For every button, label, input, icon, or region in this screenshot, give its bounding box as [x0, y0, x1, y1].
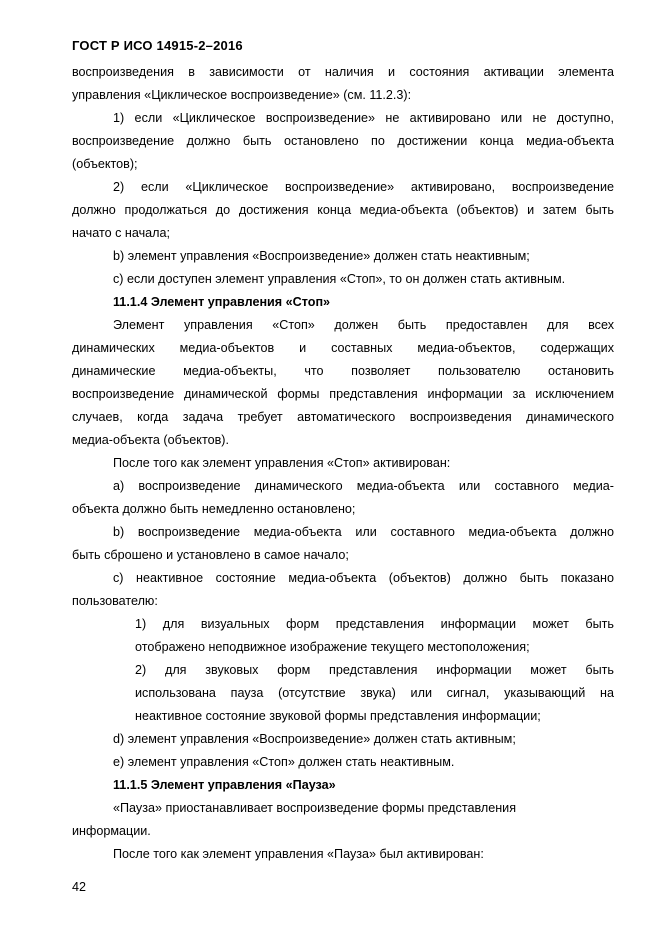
text-line: объекта должно быть немедленно остановлено; [72, 502, 356, 516]
section-heading: 11.1.4 Элемент управления «Стоп» [113, 295, 331, 309]
section-heading: 11.1.5 Элемент управления «Пауза» [113, 778, 336, 792]
text-line: После того как элемент управления «Стоп» активирован: [113, 456, 451, 470]
text-line: d) элемент управления «Воспроизведение» должен стать активным; [113, 732, 516, 746]
text-line: После того как элемент управления «Пауза» был активирован: [113, 847, 484, 861]
page-number: 42 [72, 880, 87, 894]
text-line: случаев, когда задача требует автоматического воспроизведения динамического [72, 410, 614, 424]
text-line: использована пауза (отсутствие звука) или сигнал, указывающий на [135, 686, 614, 700]
text-line: 2) для звуковых форм представления информации может быть [135, 663, 614, 677]
text-line: «Пауза» приостанавливает воспроизведение формы представления [113, 801, 517, 815]
text-line: информации. [72, 824, 151, 838]
text-line: пользователю: [72, 594, 158, 608]
page-header: ГОСТ Р ИСО 14915-2–2016 [72, 38, 243, 53]
text-line: (объектов); [72, 157, 138, 171]
text-line: 2) если «Циклическое воспроизведение» активировано, воспроизведение [113, 180, 614, 194]
text-line: Элемент управления «Стоп» должен быть предоставлен для всех [113, 318, 614, 332]
text-line: a) воспроизведение динамического медиа-объекта или составного медиа- [113, 479, 614, 493]
text-line: отображено неподвижное изображение текущего местоположения; [135, 640, 530, 654]
text-line: e) элемент управления «Стоп» должен стать неактивным. [113, 755, 455, 769]
text-line: c) неактивное состояние медиа-объекта (объектов) должно быть показано [113, 571, 614, 585]
text-line: динамические медиа-объекты, что позволяет пользователю остановить [72, 364, 614, 378]
text-line: начато с начала; [72, 226, 170, 240]
text-line: воспроизведение должно быть остановлено по достижении конца медиа-объекта [72, 134, 614, 148]
text-line: b) элемент управления «Воспроизведение» должен стать неактивным; [113, 249, 530, 263]
text-line: управления «Циклическое воспроизведение» (см. 11.2.3): [72, 88, 412, 102]
text-line: 1) если «Циклическое воспроизведение» не активировано или не доступно, [113, 111, 614, 125]
text-line: воспроизведения в зависимости от наличия и состояния активации элемента [72, 65, 614, 79]
text-line: 1) для визуальных форм представления информации может быть [135, 617, 614, 631]
text-line: быть сброшено и установлено в самое начало; [72, 548, 349, 562]
text-line: b) воспроизведение медиа-объекта или составного медиа-объекта должно [113, 525, 614, 539]
text-line: c) если доступен элемент управления «Стоп», то он должен стать активным. [113, 272, 566, 286]
text-line: воспроизведение динамической формы представления информации за исключением [72, 387, 614, 401]
text-line: динамических медиа-объектов и составных медиа-объектов, содержащих [72, 341, 614, 355]
text-line: неактивное состояние звуковой формы представления информации; [135, 709, 541, 723]
text-line: медиа-объекта (объектов). [72, 433, 229, 447]
text-line: должно продолжаться до достижения конца медиа-объекта (объектов) и затем быть [72, 203, 614, 217]
